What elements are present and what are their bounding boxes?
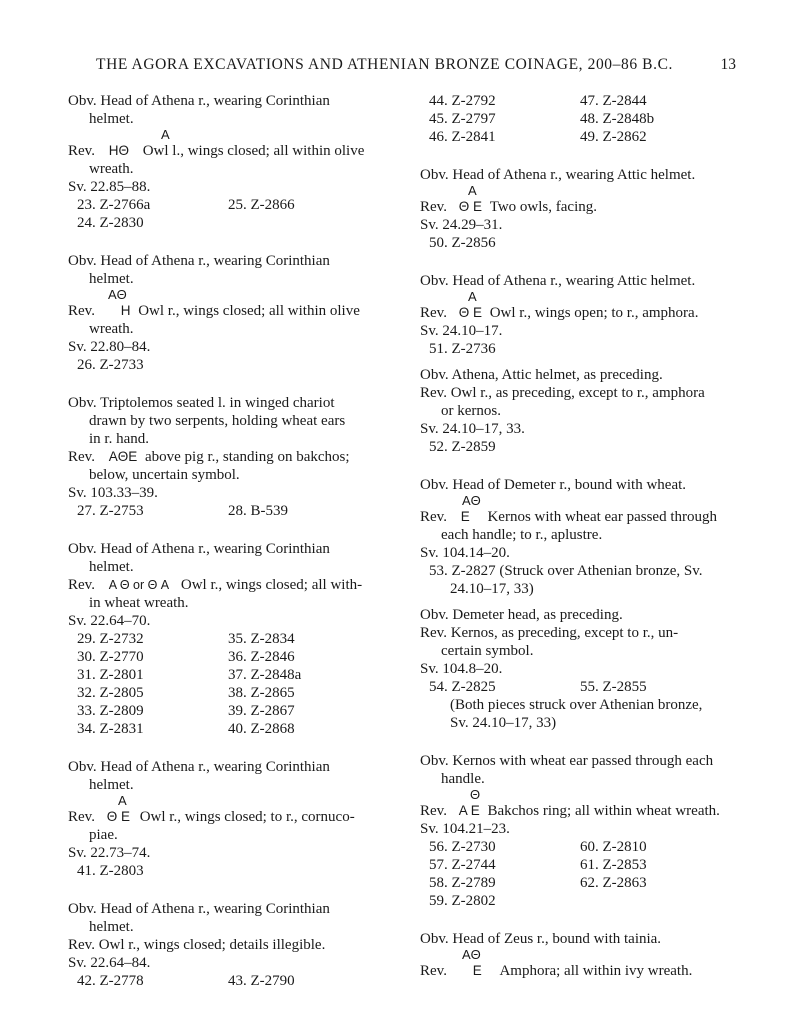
inventory-item: 37. Z-2848a [228, 667, 302, 683]
catalog-entry [68, 92, 388, 232]
obverse-line: Obv. Head of Athena r., wearing Corinthian [68, 759, 330, 775]
reverse-prefix: Rev. [420, 803, 447, 819]
inventory-item: 24. Z-2830 [77, 215, 144, 231]
obverse-line: handle. [441, 771, 485, 787]
inventory-item: 55. Z-2855 [580, 679, 647, 695]
obverse-line: Obv. Demeter head, as preceding. [420, 607, 623, 623]
legend-letters: H [120, 303, 131, 318]
reverse-line [68, 142, 388, 160]
reverse-prefix: Rev. [420, 963, 447, 979]
inventory-item: 47. Z-2844 [580, 93, 647, 109]
legend-letters: A E [458, 803, 480, 818]
reverse-line [420, 508, 740, 526]
inventory-pair [68, 862, 388, 880]
inventory-pair [420, 340, 740, 358]
monogram-above: AΘ [462, 947, 481, 962]
catalog-entry [420, 752, 740, 910]
svoronos-reference: Sv. 24.10–17, 33. [420, 421, 525, 437]
reverse-prefix: Rev. [68, 303, 95, 319]
inventory-item: 38. Z-2865 [228, 685, 295, 701]
svoronos-reference: Sv. 24.29–31. [420, 217, 503, 233]
inventory-pair [68, 666, 388, 684]
inventory-pair [420, 92, 740, 110]
reverse-line [420, 962, 740, 980]
inventory-pair [420, 838, 740, 856]
inventory-item: 51. Z-2736 [429, 341, 496, 357]
inventory-note: Sv. 24.10–17, 33) [450, 715, 557, 731]
inventory-pair [68, 972, 388, 990]
obverse-line: Obv. Head of Athena r., wearing Corinthian [68, 541, 330, 557]
reverse-line [68, 576, 388, 594]
inventory-item: 50. Z-2856 [429, 235, 496, 251]
inventory-item: 62. Z-2863 [580, 875, 647, 891]
svoronos-reference: Sv. 22.64–70. [68, 613, 151, 629]
obverse-line: Obv. Kernos with wheat ear passed through each [420, 753, 714, 769]
reverse-line: Rev. Owl r., as preceding, except to r., amphora [420, 385, 705, 401]
inventory-note: 24.10–17, 33) [450, 581, 534, 597]
legend-letters: Θ E [458, 305, 482, 320]
inventory-pair [420, 678, 740, 696]
inventory-note: (Both pieces struck over Athenian bronze, [450, 697, 703, 713]
inventory-pair [68, 648, 388, 666]
reverse-line [420, 802, 740, 820]
inventory-item: 56. Z-2730 [429, 839, 496, 855]
catalog-entry [68, 900, 388, 990]
svoronos-reference: Sv. 103.33–39. [68, 485, 158, 501]
legend-letters: A Θ or Θ A [108, 578, 170, 592]
catalog-entry [68, 252, 388, 374]
catalog-entry [420, 930, 740, 980]
running-title: THE AGORA EXCAVATIONS AND ATHENIAN BRONZE COINAGE, 200–86 B.C. [96, 56, 673, 73]
inventory-item: 58. Z-2789 [429, 875, 496, 891]
inventory-item: 28. B-539 [228, 503, 288, 519]
inventory-item: 23. Z-2766a [77, 197, 151, 213]
inventory-item: 34. Z-2831 [77, 721, 144, 737]
inventory-item: 46. Z-2841 [429, 129, 496, 145]
svoronos-reference: Sv. 22.64–84. [68, 955, 151, 971]
monogram-above: A [468, 183, 477, 198]
obverse-line: Obv. Head of Zeus r., bound with tainia. [420, 931, 662, 947]
inventory-item: 54. Z-2825 [429, 679, 496, 695]
inventory-item: 32. Z-2805 [77, 685, 144, 701]
obverse-line: helmet. [89, 777, 134, 793]
reverse-line [68, 448, 388, 466]
reverse-prefix: Rev. [420, 305, 447, 321]
catalog-entry [68, 540, 388, 738]
inventory-pair [420, 128, 740, 146]
reverse-line: piae. [89, 827, 118, 843]
catalog-entry [420, 476, 740, 598]
inventory-pair [68, 214, 388, 232]
catalog-entry [68, 394, 388, 520]
inventory-pair [68, 684, 388, 702]
inventory-item: 45. Z-2797 [429, 111, 496, 127]
inventory-pair [68, 720, 388, 738]
inventory-item: 60. Z-2810 [580, 839, 647, 855]
obverse-line: Obv. Head of Demeter r., bound with wheat. [420, 477, 687, 493]
monogram-above: AΘ [108, 287, 127, 302]
inventory-pair [420, 892, 740, 910]
obverse-line: Obv. Head of Athena r., wearing Corinthian [68, 253, 330, 269]
obverse-line: helmet. [89, 111, 134, 127]
inventory-pair [68, 502, 388, 520]
inventory-item: 49. Z-2862 [580, 129, 647, 145]
obverse-line: Obv. Head of Athena r., wearing Corinthian [68, 901, 330, 917]
reverse-line: Rev. Kernos, as preceding, except to r., un- [420, 625, 679, 641]
catalog-entry [420, 366, 740, 456]
right-column [420, 92, 740, 980]
legend-letters: Θ E [458, 199, 482, 214]
reverse-text: above pig r., standing on bakchos; [144, 449, 350, 465]
obverse-line: helmet. [89, 559, 134, 575]
reverse-prefix: Rev. [68, 809, 95, 825]
reverse-text: Owl l., wings closed; all within olive [142, 143, 365, 159]
inventory-pair [68, 630, 388, 648]
inventory-pair [68, 702, 388, 720]
inventory-item: 52. Z-2859 [429, 439, 496, 455]
inventory-item: 43. Z-2790 [228, 973, 295, 989]
svoronos-reference: Sv. 22.80–84. [68, 339, 151, 355]
catalog-entry [420, 606, 740, 732]
reverse-line: in wheat wreath. [89, 595, 189, 611]
inventory-pair [68, 196, 388, 214]
reverse-line: wreath. [89, 321, 134, 337]
inventory-pair [420, 874, 740, 892]
legend-letters: HΘ [108, 143, 129, 158]
legend-letters: E [472, 963, 482, 978]
reverse-line: each handle; to r., aplustre. [441, 527, 603, 543]
legend-letters: AΘE [108, 449, 138, 464]
inventory-item: 59. Z-2802 [429, 893, 496, 909]
inventory-pair [420, 856, 740, 874]
reverse-line [420, 304, 740, 322]
inventory-pair [68, 356, 388, 374]
inventory-item: 36. Z-2846 [228, 649, 295, 665]
reverse-text: Kernos with wheat ear passed through [487, 509, 717, 525]
obverse-line: helmet. [89, 271, 134, 287]
legend-letters: Θ E [106, 809, 130, 824]
inventory-item: 35. Z-2834 [228, 631, 295, 647]
svoronos-reference: Sv. 22.73–74. [68, 845, 151, 861]
monogram-above: A [118, 793, 127, 808]
reverse-line [420, 198, 740, 216]
reverse-prefix: Rev. [68, 143, 95, 159]
inventory-item: 39. Z-2867 [228, 703, 295, 719]
svoronos-reference: Sv. 22.85–88. [68, 179, 151, 195]
catalog-entry [420, 92, 740, 146]
obverse-line: Obv. Athena, Attic helmet, as preceding. [420, 367, 663, 383]
inventory-item: 42. Z-2778 [77, 973, 144, 989]
inventory-item: 48. Z-2848b [580, 111, 655, 127]
legend-letters: E [460, 509, 470, 524]
inventory-item: 44. Z-2792 [429, 93, 496, 109]
obverse-line: drawn by two serpents, holding wheat ears [89, 413, 346, 429]
inventory-item: 26. Z-2733 [77, 357, 144, 373]
reverse-prefix: Rev. [420, 199, 447, 215]
inventory-item: 25. Z-2866 [228, 197, 295, 213]
inventory-item: 27. Z-2753 [77, 503, 144, 519]
reverse-line [68, 808, 388, 826]
obverse-line: Obv. Triptolemos seated l. in winged chariot [68, 395, 335, 411]
left-column [68, 92, 388, 990]
reverse-prefix: Rev. [68, 577, 95, 593]
monogram-above: A [161, 127, 170, 142]
page-number: 13 [720, 56, 736, 73]
reverse-line: or kernos. [441, 403, 501, 419]
reverse-line: below, uncertain symbol. [89, 467, 240, 483]
inventory-item: 57. Z-2744 [429, 857, 496, 873]
reverse-line [68, 302, 388, 320]
inventory-pair [420, 110, 740, 128]
reverse-text: Bakchos ring; all within wheat wreath. [487, 803, 720, 819]
monogram-above: Θ [470, 787, 481, 802]
inventory-item: 41. Z-2803 [77, 863, 144, 879]
reverse-text: Owl r., wings open; to r., amphora. [489, 305, 699, 321]
inventory-item: 40. Z-2868 [228, 721, 295, 737]
svoronos-reference: Sv. 104.14–20. [420, 545, 510, 561]
catalog-entry [68, 758, 388, 880]
reverse-text: Owl r., wings closed; all with- [180, 577, 363, 593]
svoronos-reference: Sv. 104.8–20. [420, 661, 503, 677]
inventory-item: 61. Z-2853 [580, 857, 647, 873]
inventory-pair [420, 234, 740, 252]
svoronos-reference: Sv. 104.21–23. [420, 821, 510, 837]
obverse-line: Obv. Head of Athena r., wearing Corinthian [68, 93, 330, 109]
reverse-text: Owl r., wings closed; all within olive [138, 303, 360, 319]
reverse-line: certain symbol. [441, 643, 534, 659]
inventory-item: 30. Z-2770 [77, 649, 144, 665]
catalog-entry [420, 166, 740, 252]
obverse-line: in r. hand. [89, 431, 149, 447]
obverse-line: Obv. Head of Athena r., wearing Attic helmet. [420, 167, 696, 183]
reverse-line: wreath. [89, 161, 134, 177]
reverse-text: Two owls, facing. [489, 199, 597, 215]
monogram-above: A [468, 289, 477, 304]
inventory-pair [420, 438, 740, 456]
obverse-line: Obv. Head of Athena r., wearing Attic helmet. [420, 273, 696, 289]
svoronos-reference: Sv. 24.10–17. [420, 323, 503, 339]
reverse-line: Rev. Owl r., wings closed; details illegible. [68, 937, 326, 953]
reverse-text: Amphora; all within ivy wreath. [499, 963, 693, 979]
reverse-prefix: Rev. [68, 449, 95, 465]
running-header [96, 56, 736, 80]
inventory-item: 31. Z-2801 [77, 667, 144, 683]
monogram-above: AΘ [462, 493, 481, 508]
reverse-prefix: Rev. [420, 509, 447, 525]
obverse-line: helmet. [89, 919, 134, 935]
inventory-item: 29. Z-2732 [77, 631, 144, 647]
catalog-entry [420, 272, 740, 358]
inventory-item: 53. Z-2827 (Struck over Athenian bronze, Sv. [429, 563, 703, 579]
inventory-item: 33. Z-2809 [77, 703, 144, 719]
reverse-text: Owl r., wings closed; to r., cornuco- [139, 809, 355, 825]
